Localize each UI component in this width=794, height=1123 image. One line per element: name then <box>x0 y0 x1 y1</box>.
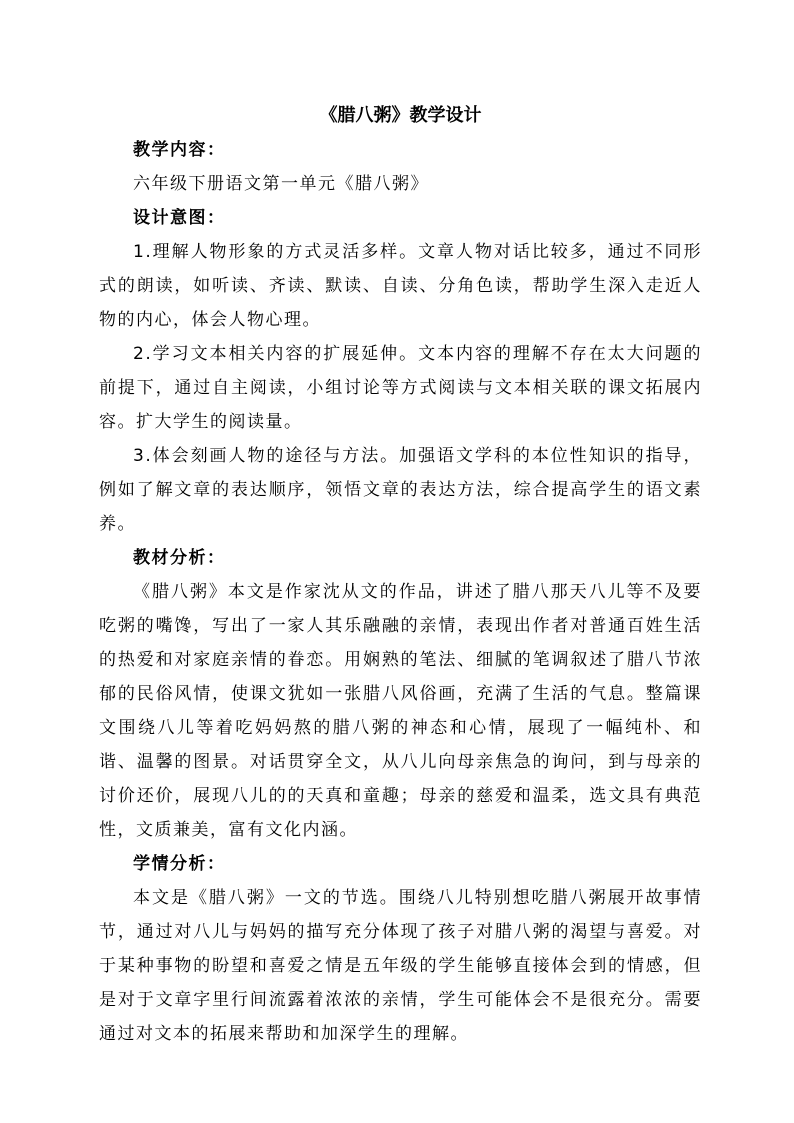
section-heading-student-analysis: 学情分析： <box>133 854 226 874</box>
paragraph-design-intent-2: 2.学习文本相关内容的扩展延伸。文本内容的理解不存在太大问题的前提下，通过自主阅读，小组讨论等方式阅读与文本相关联的课文拓展内容。扩大学生的阅读量。 <box>99 344 702 432</box>
section-heading-teaching-content: 教学内容： <box>133 140 226 160</box>
section-heading-textbook-analysis: 教材分析： <box>133 548 226 568</box>
paragraph-student-analysis: 本文是《腊八粥》一文的节选。围绕八儿特别想吃腊八粥展开故事情节，通过对八儿与妈妈的描写充分体现了孩子对腊八粥的渴望与喜爱。对于某种事物的盼望和喜爱之情是五年级的学生能够直接体会到的情感，但是对于文章字里行间流露着浓浓的亲情，学生可能体会不是很充分。需要通过对文本的拓展来帮助和加深学生的理解。 <box>99 888 702 1044</box>
document-body <box>99 133 702 1051</box>
paragraph-design-intent-3: 3.体会刻画人物的途径与方法。加强语文学科的本位性知识的指导，例如了解文章的表达顺序，领悟文章的表达方法，综合提高学生的语文素养。 <box>99 446 702 534</box>
paragraph-teaching-content: 六年级下册语文第一单元《腊八粥》 <box>133 174 429 194</box>
paragraph-design-intent-1: 1.理解人物形象的方式灵活多样。文章人物对话比较多，通过不同形式的朗读，如听读、齐读、默读、自读、分角色读，帮助学生深入走近人物的内心，体会人物心理。 <box>99 242 702 330</box>
paragraph-textbook-analysis: 《腊八粥》本文是作家沈从文的作品，讲述了腊八那天八儿等不及要吃粥的嘴馋，写出了一家人其乐融融的亲情，表现出作者对普通百姓生活的热爱和对家庭亲情的眷恋。用娴熟的笔法、细腻的笔调叙述了腊八节浓郁的民俗风情，使课文犹如一张腊八风俗画，充满了生活的气息。整篇课文围绕八儿等着吃妈妈熬的腊八粥的神态和心情，展现了一幅纯朴、和谐、温馨的图景。对话贯穿全文，从八儿向母亲焦急的询问，到与母亲的讨价还价，展现八儿的的天真和童趣；母亲的慈爱和温柔，选文具有典范性，文质兼美，富有文化内涵。 <box>99 582 702 840</box>
section-heading-design-intent: 设计意图： <box>133 208 226 228</box>
document-title: 《腊八粥》教学设计 <box>319 105 482 126</box>
document-page <box>99 96 702 1056</box>
